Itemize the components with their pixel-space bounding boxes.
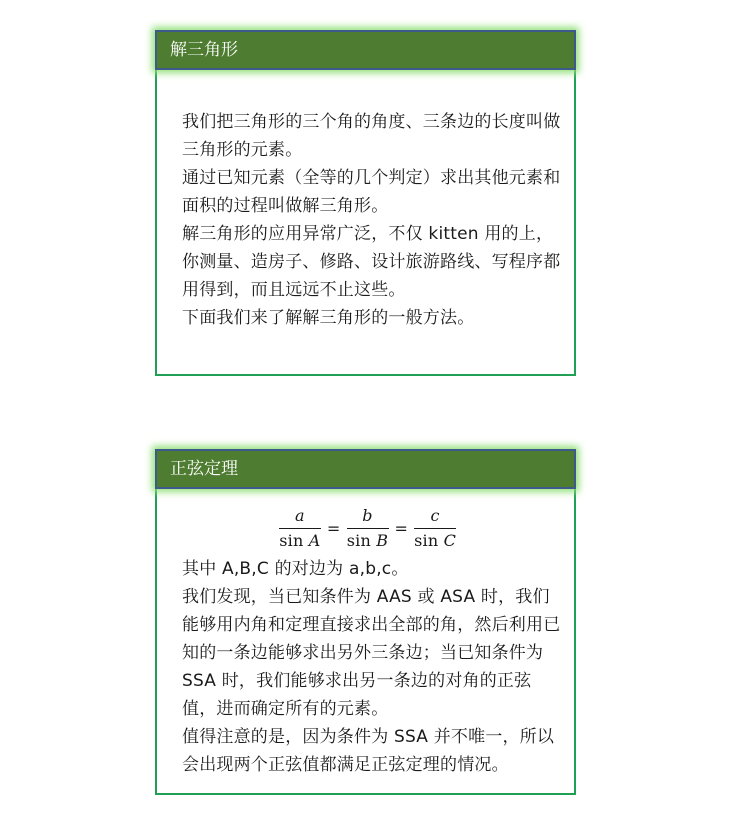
fraction-c [414,507,456,551]
paragraph: 我们把三角形的三个角的角度、三条边的长度叫做三角形的元素。 [182,112,561,160]
denominator [347,529,389,551]
paragraph: 下面我们来了解解三角形的一般方法。 [182,308,475,328]
paragraph: 值得注意的是，因为条件为 SSA 并不唯一，所以会出现两个正弦值都满足正弦定理的情况。 [182,727,555,775]
fraction-a [279,507,321,551]
card-body [157,489,574,779]
denominator [414,529,456,551]
angle-variable: A [308,531,321,550]
function-name: sin [346,531,371,550]
numerator: a [279,507,321,529]
paragraph: 我们发现，当已知条件为 AAS 或 ASA 时，我们能够用内角和定理直接求出全部的角，然后利用已知的一条边能够求出另外三条边；当已知条件为 SSA 时，我们能够求出另一条边的对角的正弦值，进而确定所有的元素。 [182,587,561,719]
numerator: c [414,507,456,529]
card-body [157,70,574,332]
paragraph: 其中 A,B,C 的对边为 a,b,c。 [182,559,409,579]
function-name: sin [279,531,304,550]
equals-sign: = [326,519,341,538]
card-law-of-sines [155,449,576,795]
angle-variable: C [443,531,457,550]
numerator: b [347,507,389,529]
card-title: 解三角形 [155,30,576,70]
angle-variable: B [376,531,389,550]
law-of-sines-formula [182,507,561,551]
paragraph: 通过已知元素（全等的几个判定）求出其他元素和面积的过程叫做解三角形。 [182,168,561,216]
card-title: 正弦定理 [155,449,576,489]
function-name: sin [414,531,439,550]
fraction-b [347,507,389,551]
equals-sign: = [394,519,409,538]
paragraph: 解三角形的应用异常广泛，不仅 kitten 用的上，你测量、造房子、修路、设计旅游路线、写程序都用得到，而且远远不止这些。 [182,224,561,300]
denominator [279,529,320,551]
card-solving-triangles [155,30,576,376]
